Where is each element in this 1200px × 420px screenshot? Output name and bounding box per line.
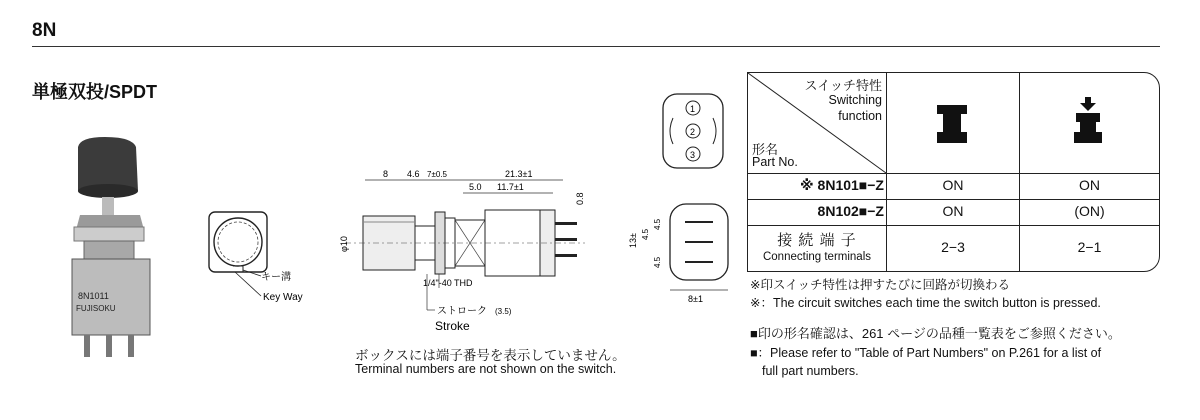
side-view-drawing <box>335 160 605 335</box>
row-2-col-2: (ON) <box>1074 203 1105 219</box>
body-label-1: 8N1011 <box>78 291 109 301</box>
note-2-en-2: full part numbers. <box>762 364 859 378</box>
note-2-en-1: ■：Please refer to "Table of Part Numbers" on P.261 for a list of <box>750 346 1102 360</box>
terminal-number: 2 <box>690 127 696 137</box>
title-divider <box>32 46 1160 47</box>
page-title: 8N <box>32 20 57 41</box>
terminal-note-en: Terminal numbers are not shown on the switch. <box>355 362 617 376</box>
dim-label: 11.7±1 <box>497 182 524 192</box>
part-label-en: Part No. <box>752 155 798 169</box>
dim-label: 4.5 <box>653 256 662 268</box>
terminal-layout-drawing <box>655 88 735 178</box>
dim-label: 4.6 <box>407 169 420 179</box>
key-way-label-en: Key Way <box>263 292 303 303</box>
row-2-col-1: ON <box>942 203 964 219</box>
dim-label: 5.0 <box>469 182 482 192</box>
body-label-2: FUJISOKU <box>76 304 116 313</box>
dim-label: 8 <box>383 169 389 179</box>
connecting-terminals-en: Connecting terminals <box>762 251 872 263</box>
connecting-col-1: 2−3 <box>941 239 965 255</box>
momentary-action-icon <box>1068 95 1108 147</box>
stroke-value: (3.5) <box>495 307 512 316</box>
connecting-terminals-jp: 接 続 端 子 <box>777 232 857 249</box>
switching-function-table <box>747 72 1160 272</box>
row-1-col-1: ON <box>942 177 964 193</box>
key-way-label-jp: キー溝 <box>261 272 291 283</box>
dim-label: 4.5 <box>641 228 650 240</box>
terminal-number: 1 <box>690 104 696 114</box>
header-en-1: Switching <box>828 93 882 107</box>
dim-label: 7±0.5 <box>427 170 447 179</box>
stroke-label-jp: ストローク <box>437 306 487 317</box>
part-number-row-1: ※ 8N101■−Z <box>800 177 884 193</box>
end-view-drawing <box>630 200 740 310</box>
part-number-row-2: 8N102■−Z <box>817 203 884 219</box>
note-1-en: ※：The circuit switches each time the switch button is pressed. <box>750 296 1101 310</box>
header-en-2: function <box>838 109 882 123</box>
dim-label: 0.8 <box>575 192 585 205</box>
front-view-drawing <box>195 200 325 310</box>
section-subtitle: 単極双投/SPDT <box>32 82 158 102</box>
header-jp: スイッチ特性 <box>804 78 882 93</box>
thread-label: 1/4"-40 THD <box>423 278 473 288</box>
dim-label: 13± <box>628 233 638 248</box>
row-1-col-2: ON <box>1079 177 1100 193</box>
connecting-col-2: 2−1 <box>1077 239 1102 255</box>
terminal-number: 3 <box>690 150 696 160</box>
product-photo <box>60 135 170 375</box>
dim-label: 21.3±1 <box>505 169 533 179</box>
note-1-jp: ※印スイッチ特性は押すたびに回路が切換わる <box>750 278 1010 292</box>
alternate-action-icon <box>933 103 973 147</box>
stroke-label-en: Stroke <box>435 319 470 333</box>
note-2-jp: ■印の形名確認は、261 ページの品種一覧表をご参照ください。 <box>750 326 1121 341</box>
dim-label: 8±1 <box>688 294 703 304</box>
dim-label: φ10 <box>339 236 349 252</box>
dim-label: 4.5 <box>653 218 662 230</box>
part-label-jp: 形名 <box>752 142 779 157</box>
terminal-note-jp: ボックスには端子番号を表示していません。 <box>355 348 626 363</box>
